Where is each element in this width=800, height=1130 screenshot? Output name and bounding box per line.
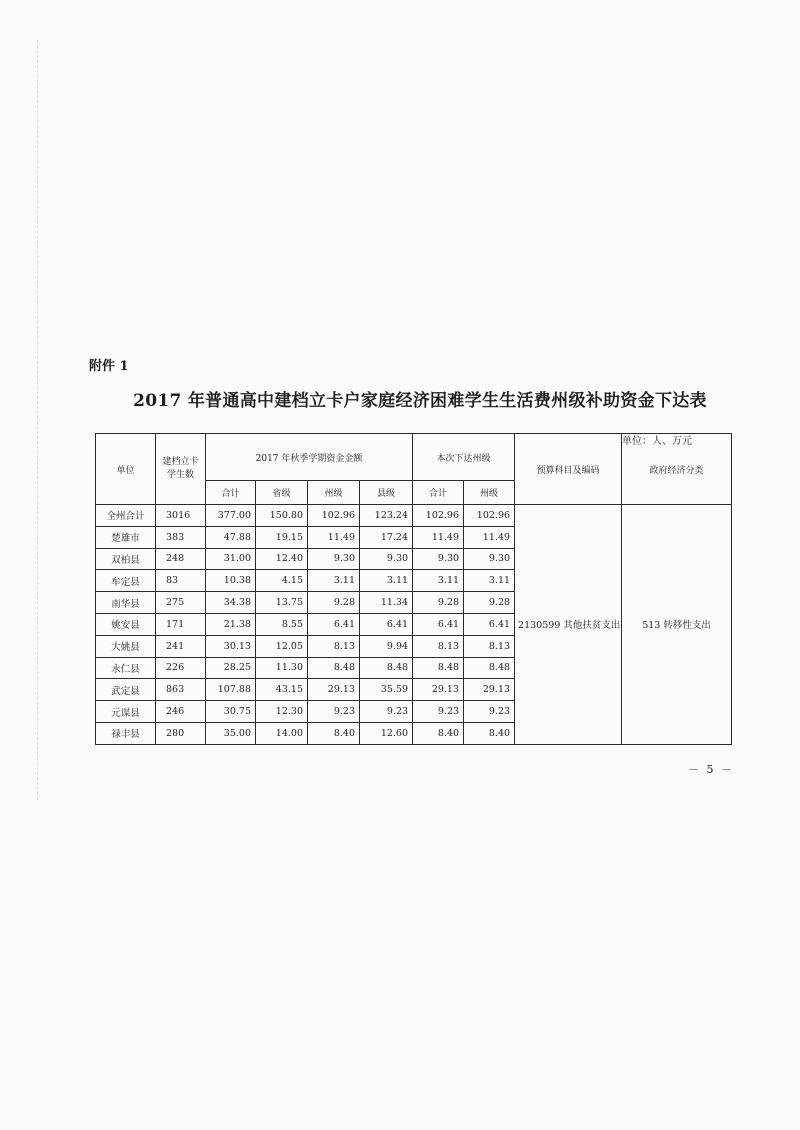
cell-county: 11.34 bbox=[360, 592, 413, 614]
cell-province: 12.05 bbox=[256, 635, 308, 657]
cell-issued-prefecture: 3.11 bbox=[464, 570, 515, 592]
cell-prefecture: 102.96 bbox=[308, 505, 360, 527]
cell-students: 83 bbox=[156, 570, 206, 592]
cell-issued-total: 8.13 bbox=[413, 635, 464, 657]
cell-province: 19.15 bbox=[256, 526, 308, 548]
cell-province: 150.80 bbox=[256, 505, 308, 527]
cell-unit: 全州合计 bbox=[96, 505, 156, 527]
cell-county: 35.59 bbox=[360, 679, 413, 701]
header-county: 县级 bbox=[360, 481, 413, 505]
table-row bbox=[96, 505, 732, 527]
cell-unit: 牟定县 bbox=[96, 570, 156, 592]
cell-issued-total: 6.41 bbox=[413, 613, 464, 635]
cell-prefecture: 9.30 bbox=[308, 548, 360, 570]
cell-issued-total: 8.40 bbox=[413, 722, 464, 744]
cell-prefecture: 3.11 bbox=[308, 570, 360, 592]
cell-issued-prefecture: 8.40 bbox=[464, 722, 515, 744]
scan-edge-mark bbox=[37, 40, 39, 800]
header-budget-subject: 预算科目及编码 bbox=[515, 434, 622, 505]
cell-issued-total: 11.49 bbox=[413, 526, 464, 548]
cell-students: 241 bbox=[156, 635, 206, 657]
cell-prefecture: 6.41 bbox=[308, 613, 360, 635]
header-fall-semester: 2017 年秋季学期资金金额 bbox=[206, 434, 413, 481]
cell-unit: 双柏县 bbox=[96, 548, 156, 570]
unit-note: 单位：人、万元 bbox=[622, 436, 692, 447]
cell-issued-prefecture: 9.30 bbox=[464, 548, 515, 570]
header-students: 建档立卡学生数 bbox=[156, 434, 206, 505]
cell-students: 275 bbox=[156, 592, 206, 614]
cell-unit: 永仁县 bbox=[96, 657, 156, 679]
cell-students: 226 bbox=[156, 657, 206, 679]
cell-province: 8.55 bbox=[256, 613, 308, 635]
cell-total: 34.38 bbox=[206, 592, 256, 614]
cell-county: 17.24 bbox=[360, 526, 413, 548]
cell-students: 171 bbox=[156, 613, 206, 635]
document-title: 2017 年普通高中建档立卡户家庭经济困难学生生活费州级补助资金下达表 bbox=[133, 391, 707, 411]
cell-total: 10.38 bbox=[206, 570, 256, 592]
cell-issued-prefecture: 6.41 bbox=[464, 613, 515, 635]
cell-prefecture: 9.23 bbox=[308, 701, 360, 723]
cell-unit: 武定县 bbox=[96, 679, 156, 701]
cell-students: 383 bbox=[156, 526, 206, 548]
cell-students: 246 bbox=[156, 701, 206, 723]
cell-issued-total: 9.28 bbox=[413, 592, 464, 614]
cell-county: 9.23 bbox=[360, 701, 413, 723]
header-issued: 本次下达州级 bbox=[413, 434, 515, 481]
cell-total: 47.88 bbox=[206, 526, 256, 548]
cell-county: 3.11 bbox=[360, 570, 413, 592]
cell-students: 863 bbox=[156, 679, 206, 701]
cell-unit: 禄丰县 bbox=[96, 722, 156, 744]
cell-unit: 楚雄市 bbox=[96, 526, 156, 548]
cell-county: 6.41 bbox=[360, 613, 413, 635]
cell-issued-prefecture: 102.96 bbox=[464, 505, 515, 527]
cell-total: 30.13 bbox=[206, 635, 256, 657]
cell-county: 9.30 bbox=[360, 548, 413, 570]
cell-total: 21.38 bbox=[206, 613, 256, 635]
cell-total: 107.88 bbox=[206, 679, 256, 701]
cell-unit: 姚安县 bbox=[96, 613, 156, 635]
cell-total: 35.00 bbox=[206, 722, 256, 744]
cell-province: 4.15 bbox=[256, 570, 308, 592]
header-province: 省级 bbox=[256, 481, 308, 505]
cell-county: 12.60 bbox=[360, 722, 413, 744]
cell-issued-total: 9.30 bbox=[413, 548, 464, 570]
budget-subject-cell: 2130599 其他扶贫支出 bbox=[515, 505, 622, 745]
cell-issued-prefecture: 8.13 bbox=[464, 635, 515, 657]
cell-total: 377.00 bbox=[206, 505, 256, 527]
cell-issued-total: 29.13 bbox=[413, 679, 464, 701]
cell-prefecture: 9.28 bbox=[308, 592, 360, 614]
cell-province: 12.40 bbox=[256, 548, 308, 570]
cell-county: 9.94 bbox=[360, 635, 413, 657]
cell-students: 280 bbox=[156, 722, 206, 744]
cell-total: 28.25 bbox=[206, 657, 256, 679]
cell-issued-total: 8.48 bbox=[413, 657, 464, 679]
cell-prefecture: 8.13 bbox=[308, 635, 360, 657]
econ-class-cell: 513 转移性支出 bbox=[622, 505, 732, 745]
cell-students: 3016 bbox=[156, 505, 206, 527]
cell-unit: 南华县 bbox=[96, 592, 156, 614]
cell-province: 43.15 bbox=[256, 679, 308, 701]
cell-issued-prefecture: 29.13 bbox=[464, 679, 515, 701]
cell-prefecture: 29.13 bbox=[308, 679, 360, 701]
header-row-1 bbox=[96, 434, 732, 481]
cell-issued-total: 102.96 bbox=[413, 505, 464, 527]
cell-province: 14.00 bbox=[256, 722, 308, 744]
cell-issued-prefecture: 9.28 bbox=[464, 592, 515, 614]
cell-prefecture: 11.49 bbox=[308, 526, 360, 548]
cell-unit: 大姚县 bbox=[96, 635, 156, 657]
header-prefecture: 州级 bbox=[308, 481, 360, 505]
page-number: － 5 － bbox=[688, 763, 734, 776]
cell-county: 123.24 bbox=[360, 505, 413, 527]
cell-issued-prefecture: 11.49 bbox=[464, 526, 515, 548]
header-econ-class: 政府经济分类 bbox=[622, 434, 732, 505]
cell-issued-total: 3.11 bbox=[413, 570, 464, 592]
cell-issued-prefecture: 9.23 bbox=[464, 701, 515, 723]
cell-total: 30.75 bbox=[206, 701, 256, 723]
cell-province: 11.30 bbox=[256, 657, 308, 679]
cell-issued-total: 9.23 bbox=[413, 701, 464, 723]
cell-prefecture: 8.40 bbox=[308, 722, 360, 744]
cell-students: 248 bbox=[156, 548, 206, 570]
header-issued-total: 合计 bbox=[413, 481, 464, 505]
cell-province: 13.75 bbox=[256, 592, 308, 614]
attachment-label: 附件 1 bbox=[89, 359, 129, 374]
cell-total: 31.00 bbox=[206, 548, 256, 570]
header-unit: 单位 bbox=[96, 434, 156, 505]
header-issued-prefecture: 州级 bbox=[464, 481, 515, 505]
cell-county: 8.48 bbox=[360, 657, 413, 679]
cell-unit: 元谋县 bbox=[96, 701, 156, 723]
subsidy-table bbox=[95, 433, 732, 745]
cell-issued-prefecture: 8.48 bbox=[464, 657, 515, 679]
header-total: 合计 bbox=[206, 481, 256, 505]
cell-province: 12.30 bbox=[256, 701, 308, 723]
cell-prefecture: 8.48 bbox=[308, 657, 360, 679]
